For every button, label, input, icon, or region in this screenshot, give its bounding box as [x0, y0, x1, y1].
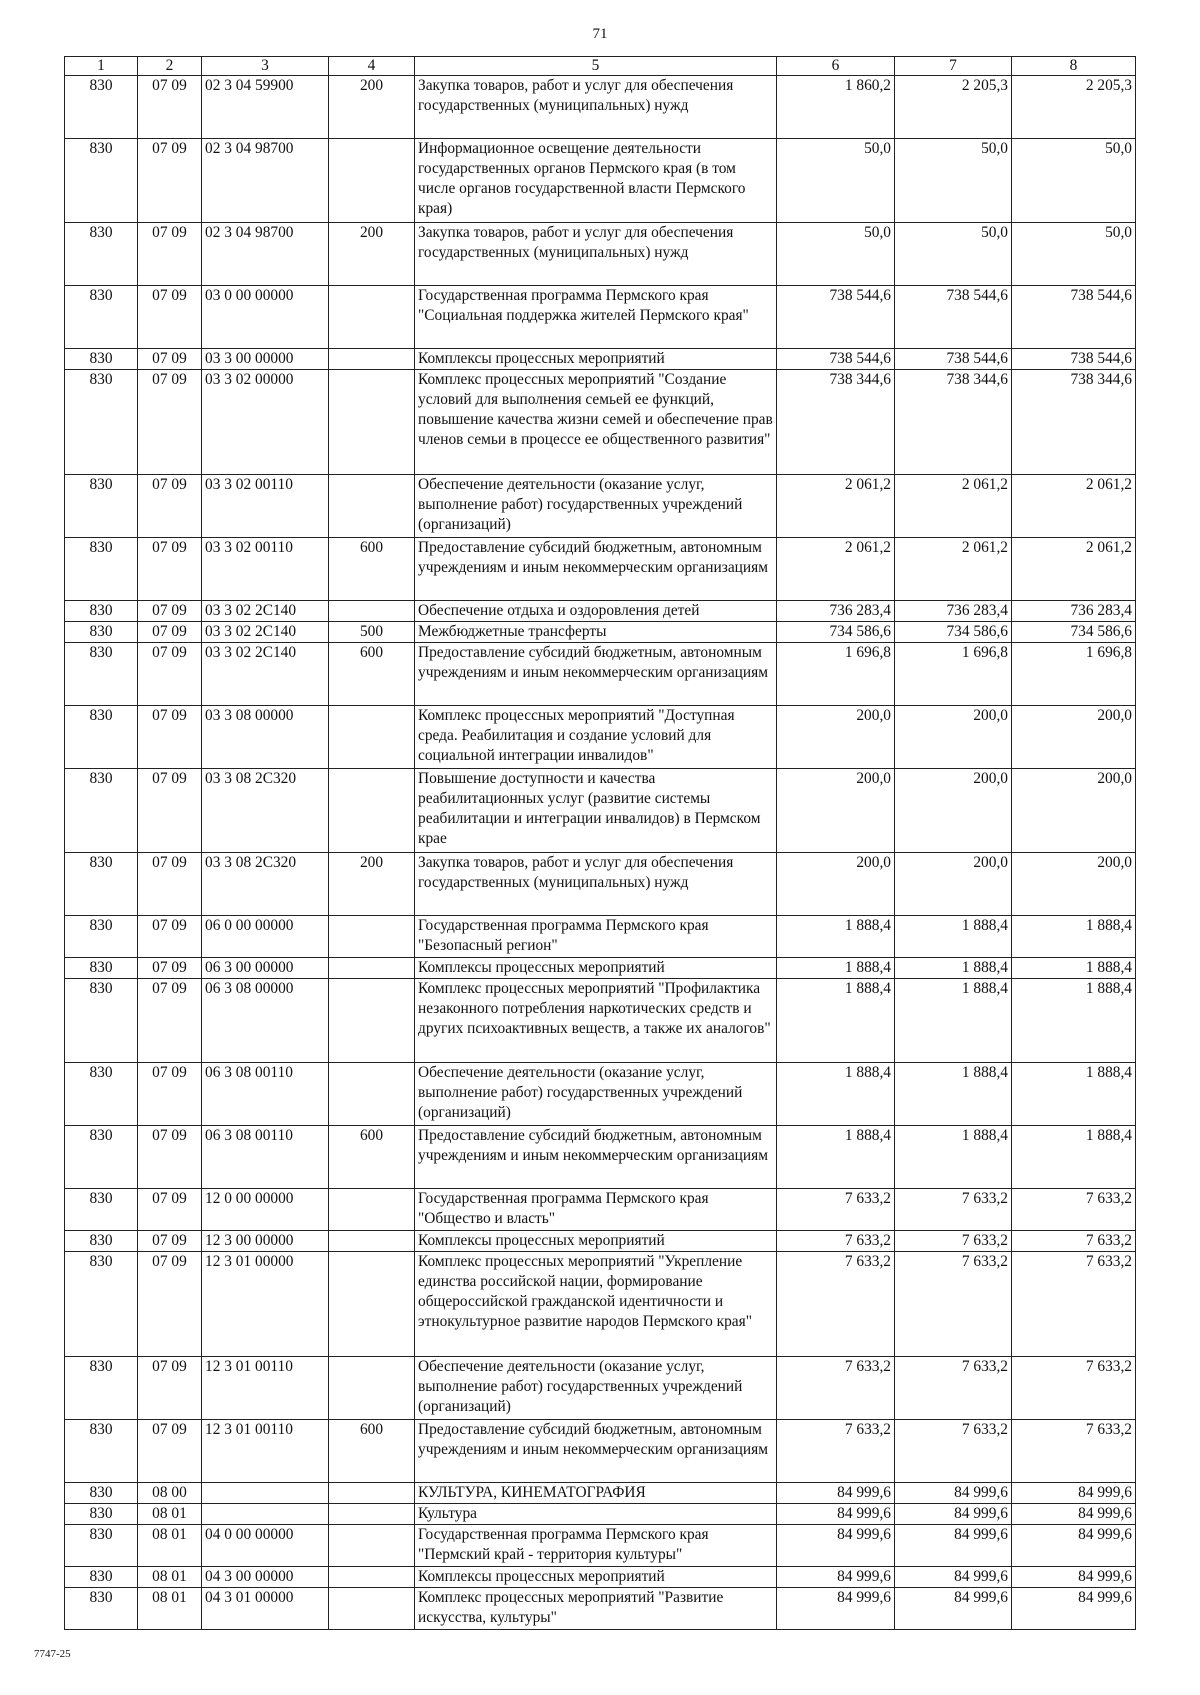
amount-col6-cell: 734 586,6	[777, 622, 895, 643]
admin-code-cell: 830	[65, 286, 138, 349]
section-code-cell: 07 09	[138, 1231, 202, 1252]
target-article-cell: 03 3 02 00110	[202, 475, 329, 538]
admin-code-cell: 830	[65, 1504, 138, 1525]
table-row	[65, 1252, 1136, 1357]
expense-type-cell	[329, 1567, 415, 1588]
amount-col8-cell: 50,0	[1012, 139, 1136, 223]
section-code-cell: 07 09	[138, 475, 202, 538]
admin-code-cell: 830	[65, 1231, 138, 1252]
description-cell: Комплекс процессных мероприятий "Создание условий для выполнения семьей ее функций, повышение качества жизни семей и обеспечение прав членов семьи в процессе ее общественного развития"	[415, 370, 777, 475]
target-article-cell: 03 3 08 00000	[202, 706, 329, 769]
section-code-cell: 07 09	[138, 76, 202, 139]
amount-col8-cell: 1 888,4	[1012, 916, 1136, 958]
target-article-cell: 02 3 04 98700	[202, 139, 329, 223]
description-cell: Государственная программа Пермского края "Безопасный регион"	[415, 916, 777, 958]
admin-code-cell: 830	[65, 601, 138, 622]
amount-col7-cell: 7 633,2	[895, 1252, 1012, 1357]
target-article-cell: 03 3 02 00110	[202, 538, 329, 601]
table-row	[65, 1126, 1136, 1189]
section-code-cell: 07 09	[138, 643, 202, 706]
admin-code-cell: 830	[65, 1588, 138, 1630]
table-row	[65, 1483, 1136, 1504]
target-article-cell	[202, 1504, 329, 1525]
section-code-cell: 07 09	[138, 958, 202, 979]
table-row	[65, 979, 1136, 1063]
target-article-cell: 06 3 00 00000	[202, 958, 329, 979]
description-cell: Комплекс процессных мероприятий "Профилактика незаконного потребления наркотических средств и других психоактивных веществ, а также их аналогов"	[415, 979, 777, 1063]
amount-col6-cell: 1 888,4	[777, 1126, 895, 1189]
admin-code-cell: 830	[65, 1126, 138, 1189]
description-cell: Культура	[415, 1504, 777, 1525]
amount-col8-cell: 50,0	[1012, 223, 1136, 286]
section-code-cell: 07 09	[138, 979, 202, 1063]
table-row	[65, 916, 1136, 958]
amount-col6-cell: 84 999,6	[777, 1525, 895, 1567]
target-article-cell: 03 3 02 2С140	[202, 601, 329, 622]
admin-code-cell: 830	[65, 1567, 138, 1588]
description-cell: Межбюджетные трансферты	[415, 622, 777, 643]
section-code-cell: 07 09	[138, 1126, 202, 1189]
target-article-cell: 02 3 04 59900	[202, 76, 329, 139]
amount-col8-cell: 7 633,2	[1012, 1231, 1136, 1252]
description-cell: Государственная программа Пермского края "Пермский край - территория культуры"	[415, 1525, 777, 1567]
expense-type-cell	[329, 475, 415, 538]
description-cell: Закупка товаров, работ и услуг для обеспечения государственных (муниципальных) нужд	[415, 76, 777, 139]
admin-code-cell: 830	[65, 1420, 138, 1483]
target-article-cell: 03 3 02 2С140	[202, 643, 329, 706]
expense-type-cell: 200	[329, 853, 415, 916]
table-row	[65, 1588, 1136, 1630]
section-code-cell: 07 09	[138, 1063, 202, 1126]
amount-col8-cell: 738 544,6	[1012, 286, 1136, 349]
target-article-cell: 03 3 02 2С140	[202, 622, 329, 643]
expense-type-cell: 600	[329, 538, 415, 601]
table-row	[65, 1357, 1136, 1420]
amount-col8-cell: 1 696,8	[1012, 643, 1136, 706]
table-row	[65, 76, 1136, 139]
target-article-cell: 02 3 04 98700	[202, 223, 329, 286]
amount-col8-cell: 84 999,6	[1012, 1525, 1136, 1567]
expense-type-cell	[329, 1063, 415, 1126]
admin-code-cell: 830	[65, 1357, 138, 1420]
admin-code-cell: 830	[65, 706, 138, 769]
description-cell: Комплексы процессных мероприятий	[415, 958, 777, 979]
table-row	[65, 1504, 1136, 1525]
admin-code-cell: 830	[65, 1189, 138, 1231]
header-cell: 8	[1012, 57, 1136, 76]
amount-col7-cell: 1 888,4	[895, 1063, 1012, 1126]
section-code-cell: 07 09	[138, 286, 202, 349]
amount-col8-cell: 2 061,2	[1012, 538, 1136, 601]
section-code-cell: 07 09	[138, 601, 202, 622]
amount-col7-cell: 84 999,6	[895, 1525, 1012, 1567]
description-cell: Предоставление субсидий бюджетным, автономным учреждениям и иным некоммерческим организациям	[415, 538, 777, 601]
amount-col7-cell: 734 586,6	[895, 622, 1012, 643]
header-row	[65, 57, 1136, 76]
amount-col6-cell: 50,0	[777, 139, 895, 223]
amount-col8-cell: 84 999,6	[1012, 1504, 1136, 1525]
table-row	[65, 349, 1136, 370]
expense-type-cell	[329, 1588, 415, 1630]
table-row	[65, 958, 1136, 979]
amount-col8-cell: 7 633,2	[1012, 1420, 1136, 1483]
section-code-cell: 07 09	[138, 706, 202, 769]
expense-type-cell	[329, 1483, 415, 1504]
target-article-cell: 06 3 08 00110	[202, 1063, 329, 1126]
description-cell: Комплексы процессных мероприятий	[415, 349, 777, 370]
amount-col8-cell: 2 205,3	[1012, 76, 1136, 139]
amount-col8-cell: 734 586,6	[1012, 622, 1136, 643]
description-cell: Государственная программа Пермского края "Общество и власть"	[415, 1189, 777, 1231]
footer-document-code: 7747-25	[34, 1648, 71, 1660]
expense-type-cell: 500	[329, 622, 415, 643]
section-code-cell: 07 09	[138, 1189, 202, 1231]
target-article-cell: 04 3 01 00000	[202, 1588, 329, 1630]
target-article-cell: 12 0 00 00000	[202, 1189, 329, 1231]
amount-col7-cell: 84 999,6	[895, 1483, 1012, 1504]
amount-col6-cell: 7 633,2	[777, 1231, 895, 1252]
table-row	[65, 286, 1136, 349]
description-cell: Комплекс процессных мероприятий "Развитие искусства, культуры"	[415, 1588, 777, 1630]
amount-col6-cell: 84 999,6	[777, 1588, 895, 1630]
amount-col8-cell: 84 999,6	[1012, 1567, 1136, 1588]
expense-type-cell	[329, 769, 415, 853]
admin-code-cell: 830	[65, 1525, 138, 1567]
amount-col6-cell: 738 544,6	[777, 349, 895, 370]
amount-col6-cell: 738 344,6	[777, 370, 895, 475]
amount-col8-cell: 738 544,6	[1012, 349, 1136, 370]
amount-col8-cell: 200,0	[1012, 706, 1136, 769]
target-article-cell: 04 3 00 00000	[202, 1567, 329, 1588]
amount-col6-cell: 200,0	[777, 706, 895, 769]
description-cell: Предоставление субсидий бюджетным, автономным учреждениям и иным некоммерческим организациям	[415, 643, 777, 706]
expense-type-cell	[329, 979, 415, 1063]
budget-table	[64, 56, 1136, 1630]
section-code-cell: 07 09	[138, 1420, 202, 1483]
target-article-cell: 12 3 00 00000	[202, 1231, 329, 1252]
amount-col7-cell: 1 696,8	[895, 643, 1012, 706]
expense-type-cell	[329, 1525, 415, 1567]
section-code-cell: 07 09	[138, 139, 202, 223]
amount-col6-cell: 1 888,4	[777, 916, 895, 958]
expense-type-cell	[329, 349, 415, 370]
amount-col7-cell: 2 205,3	[895, 76, 1012, 139]
amount-col7-cell: 50,0	[895, 139, 1012, 223]
section-code-cell: 07 09	[138, 769, 202, 853]
amount-col6-cell: 84 999,6	[777, 1483, 895, 1504]
amount-col8-cell: 84 999,6	[1012, 1483, 1136, 1504]
expense-type-cell: 200	[329, 223, 415, 286]
description-cell: Государственная программа Пермского края "Социальная поддержка жителей Пермского края"	[415, 286, 777, 349]
target-article-cell: 06 3 08 00000	[202, 979, 329, 1063]
amount-col6-cell: 2 061,2	[777, 538, 895, 601]
header-cell: 1	[65, 57, 138, 76]
expense-type-cell	[329, 1357, 415, 1420]
amount-col7-cell: 736 283,4	[895, 601, 1012, 622]
amount-col7-cell: 738 544,6	[895, 349, 1012, 370]
description-cell: Предоставление субсидий бюджетным, автономным учреждениям и иным некоммерческим организациям	[415, 1420, 777, 1483]
admin-code-cell: 830	[65, 622, 138, 643]
expense-type-cell	[329, 1231, 415, 1252]
amount-col6-cell: 738 544,6	[777, 286, 895, 349]
section-code-cell: 07 09	[138, 1252, 202, 1357]
expense-type-cell: 200	[329, 76, 415, 139]
admin-code-cell: 830	[65, 538, 138, 601]
table-row	[65, 1567, 1136, 1588]
section-code-cell: 08 00	[138, 1483, 202, 1504]
admin-code-cell: 830	[65, 349, 138, 370]
expense-type-cell	[329, 286, 415, 349]
target-article-cell: 04 0 00 00000	[202, 1525, 329, 1567]
amount-col8-cell: 2 061,2	[1012, 475, 1136, 538]
table-row	[65, 622, 1136, 643]
section-code-cell: 07 09	[138, 1357, 202, 1420]
section-code-cell: 07 09	[138, 349, 202, 370]
admin-code-cell: 830	[65, 475, 138, 538]
table-row	[65, 538, 1136, 601]
amount-col7-cell: 1 888,4	[895, 1126, 1012, 1189]
admin-code-cell: 830	[65, 223, 138, 286]
admin-code-cell: 830	[65, 916, 138, 958]
amount-col7-cell: 1 888,4	[895, 979, 1012, 1063]
amount-col6-cell: 1 888,4	[777, 1063, 895, 1126]
amount-col6-cell: 200,0	[777, 853, 895, 916]
amount-col6-cell: 7 633,2	[777, 1420, 895, 1483]
amount-col7-cell: 738 344,6	[895, 370, 1012, 475]
expense-type-cell: 600	[329, 643, 415, 706]
admin-code-cell: 830	[65, 769, 138, 853]
admin-code-cell: 830	[65, 1483, 138, 1504]
section-code-cell: 07 09	[138, 223, 202, 286]
table-row	[65, 139, 1136, 223]
amount-col8-cell: 1 888,4	[1012, 1126, 1136, 1189]
section-code-cell: 08 01	[138, 1588, 202, 1630]
header-cell: 3	[202, 57, 329, 76]
target-article-cell: 12 3 01 00000	[202, 1252, 329, 1357]
amount-col6-cell: 1 860,2	[777, 76, 895, 139]
admin-code-cell: 830	[65, 139, 138, 223]
amount-col8-cell: 1 888,4	[1012, 979, 1136, 1063]
table-row	[65, 706, 1136, 769]
target-article-cell: 03 3 08 2С320	[202, 769, 329, 853]
amount-col7-cell: 738 544,6	[895, 286, 1012, 349]
amount-col8-cell: 1 888,4	[1012, 1063, 1136, 1126]
expense-type-cell	[329, 370, 415, 475]
section-code-cell: 08 01	[138, 1525, 202, 1567]
amount-col8-cell: 7 633,2	[1012, 1357, 1136, 1420]
amount-col7-cell: 200,0	[895, 706, 1012, 769]
amount-col6-cell: 2 061,2	[777, 475, 895, 538]
target-article-cell: 06 3 08 00110	[202, 1126, 329, 1189]
admin-code-cell: 830	[65, 1252, 138, 1357]
section-code-cell: 08 01	[138, 1567, 202, 1588]
amount-col7-cell: 84 999,6	[895, 1504, 1012, 1525]
admin-code-cell: 830	[65, 958, 138, 979]
expense-type-cell	[329, 139, 415, 223]
section-code-cell: 07 09	[138, 622, 202, 643]
description-cell: Комплексы процессных мероприятий	[415, 1231, 777, 1252]
table-row	[65, 1420, 1136, 1483]
header-cell: 5	[415, 57, 777, 76]
target-article-cell: 03 0 00 00000	[202, 286, 329, 349]
amount-col6-cell: 200,0	[777, 769, 895, 853]
amount-col6-cell: 84 999,6	[777, 1567, 895, 1588]
header-cell: 4	[329, 57, 415, 76]
amount-col6-cell: 1 888,4	[777, 979, 895, 1063]
amount-col6-cell: 7 633,2	[777, 1252, 895, 1357]
table-row	[65, 601, 1136, 622]
amount-col8-cell: 7 633,2	[1012, 1252, 1136, 1357]
table-row	[65, 1189, 1136, 1231]
section-code-cell: 08 01	[138, 1504, 202, 1525]
amount-col8-cell: 736 283,4	[1012, 601, 1136, 622]
header-cell: 7	[895, 57, 1012, 76]
description-cell: Закупка товаров, работ и услуг для обеспечения государственных (муниципальных) нужд	[415, 223, 777, 286]
table-row	[65, 370, 1136, 475]
amount-col7-cell: 84 999,6	[895, 1567, 1012, 1588]
table-body	[65, 76, 1136, 1630]
target-article-cell: 06 0 00 00000	[202, 916, 329, 958]
amount-col8-cell: 84 999,6	[1012, 1588, 1136, 1630]
description-cell: КУЛЬТУРА, КИНЕМАТОГРАФИЯ	[415, 1483, 777, 1504]
table-row	[65, 1525, 1136, 1567]
description-cell: Комплексы процессных мероприятий	[415, 1567, 777, 1588]
target-article-cell: 03 3 08 2С320	[202, 853, 329, 916]
admin-code-cell: 830	[65, 853, 138, 916]
expense-type-cell	[329, 706, 415, 769]
amount-col6-cell: 50,0	[777, 223, 895, 286]
amount-col7-cell: 84 999,6	[895, 1588, 1012, 1630]
amount-col8-cell: 200,0	[1012, 853, 1136, 916]
description-cell: Обеспечение деятельности (оказание услуг, выполнение работ) государственных учреждений (организаций)	[415, 1357, 777, 1420]
amount-col7-cell: 200,0	[895, 853, 1012, 916]
table-row	[65, 643, 1136, 706]
description-cell: Обеспечение деятельности (оказание услуг, выполнение работ) государственных учреждений (организаций)	[415, 1063, 777, 1126]
amount-col7-cell: 1 888,4	[895, 958, 1012, 979]
expense-type-cell	[329, 958, 415, 979]
amount-col8-cell: 738 344,6	[1012, 370, 1136, 475]
amount-col8-cell: 1 888,4	[1012, 958, 1136, 979]
expense-type-cell	[329, 916, 415, 958]
description-cell: Повышение доступности и качества реабилитационных услуг (развитие системы реабилитации и интеграции инвалидов) в Пермском крае	[415, 769, 777, 853]
target-article-cell	[202, 1483, 329, 1504]
table-row	[65, 223, 1136, 286]
amount-col6-cell: 1 888,4	[777, 958, 895, 979]
header-cell: 2	[138, 57, 202, 76]
amount-col6-cell: 7 633,2	[777, 1357, 895, 1420]
amount-col6-cell: 1 696,8	[777, 643, 895, 706]
amount-col7-cell: 1 888,4	[895, 916, 1012, 958]
amount-col8-cell: 7 633,2	[1012, 1189, 1136, 1231]
amount-col7-cell: 2 061,2	[895, 475, 1012, 538]
description-cell: Комплекс процессных мероприятий "Укрепление единства российской нации, формирование общероссийской гражданской идентичности и этнокультурное развитие народов Пермского края"	[415, 1252, 777, 1357]
table-row	[65, 1231, 1136, 1252]
admin-code-cell: 830	[65, 643, 138, 706]
expense-type-cell: 600	[329, 1126, 415, 1189]
description-cell: Закупка товаров, работ и услуг для обеспечения государственных (муниципальных) нужд	[415, 853, 777, 916]
admin-code-cell: 830	[65, 1063, 138, 1126]
description-cell: Комплекс процессных мероприятий "Доступная среда. Реабилитация и создание условий для социальной интеграции инвалидов"	[415, 706, 777, 769]
description-cell: Обеспечение отдыха и оздоровления детей	[415, 601, 777, 622]
expense-type-cell	[329, 1504, 415, 1525]
table-row	[65, 475, 1136, 538]
page-number: 71	[592, 26, 608, 42]
amount-col7-cell: 2 061,2	[895, 538, 1012, 601]
description-cell: Информационное освещение деятельности государственных органов Пермского края (в том числе органов государственной власти Пермского края)	[415, 139, 777, 223]
amount-col7-cell: 7 633,2	[895, 1420, 1012, 1483]
amount-col6-cell: 7 633,2	[777, 1189, 895, 1231]
amount-col6-cell: 736 283,4	[777, 601, 895, 622]
amount-col7-cell: 7 633,2	[895, 1357, 1012, 1420]
table-row	[65, 853, 1136, 916]
section-code-cell: 07 09	[138, 538, 202, 601]
section-code-cell: 07 09	[138, 916, 202, 958]
section-code-cell: 07 09	[138, 853, 202, 916]
amount-col7-cell: 50,0	[895, 223, 1012, 286]
section-code-cell: 07 09	[138, 370, 202, 475]
amount-col6-cell: 84 999,6	[777, 1504, 895, 1525]
target-article-cell: 03 3 02 00000	[202, 370, 329, 475]
amount-col7-cell: 200,0	[895, 769, 1012, 853]
description-cell: Обеспечение деятельности (оказание услуг, выполнение работ) государственных учреждений (организаций)	[415, 475, 777, 538]
table-row	[65, 769, 1136, 853]
expense-type-cell	[329, 1189, 415, 1231]
description-cell: Предоставление субсидий бюджетным, автономным учреждениям и иным некоммерческим организациям	[415, 1126, 777, 1189]
target-article-cell: 12 3 01 00110	[202, 1420, 329, 1483]
target-article-cell: 03 3 00 00000	[202, 349, 329, 370]
amount-col7-cell: 7 633,2	[895, 1231, 1012, 1252]
expense-type-cell	[329, 1252, 415, 1357]
header-cell: 6	[777, 57, 895, 76]
admin-code-cell: 830	[65, 370, 138, 475]
expense-type-cell: 600	[329, 1420, 415, 1483]
admin-code-cell: 830	[65, 979, 138, 1063]
table-row	[65, 1063, 1136, 1126]
target-article-cell: 12 3 01 00110	[202, 1357, 329, 1420]
amount-col7-cell: 7 633,2	[895, 1189, 1012, 1231]
expense-type-cell	[329, 601, 415, 622]
admin-code-cell: 830	[65, 76, 138, 139]
amount-col8-cell: 200,0	[1012, 769, 1136, 853]
